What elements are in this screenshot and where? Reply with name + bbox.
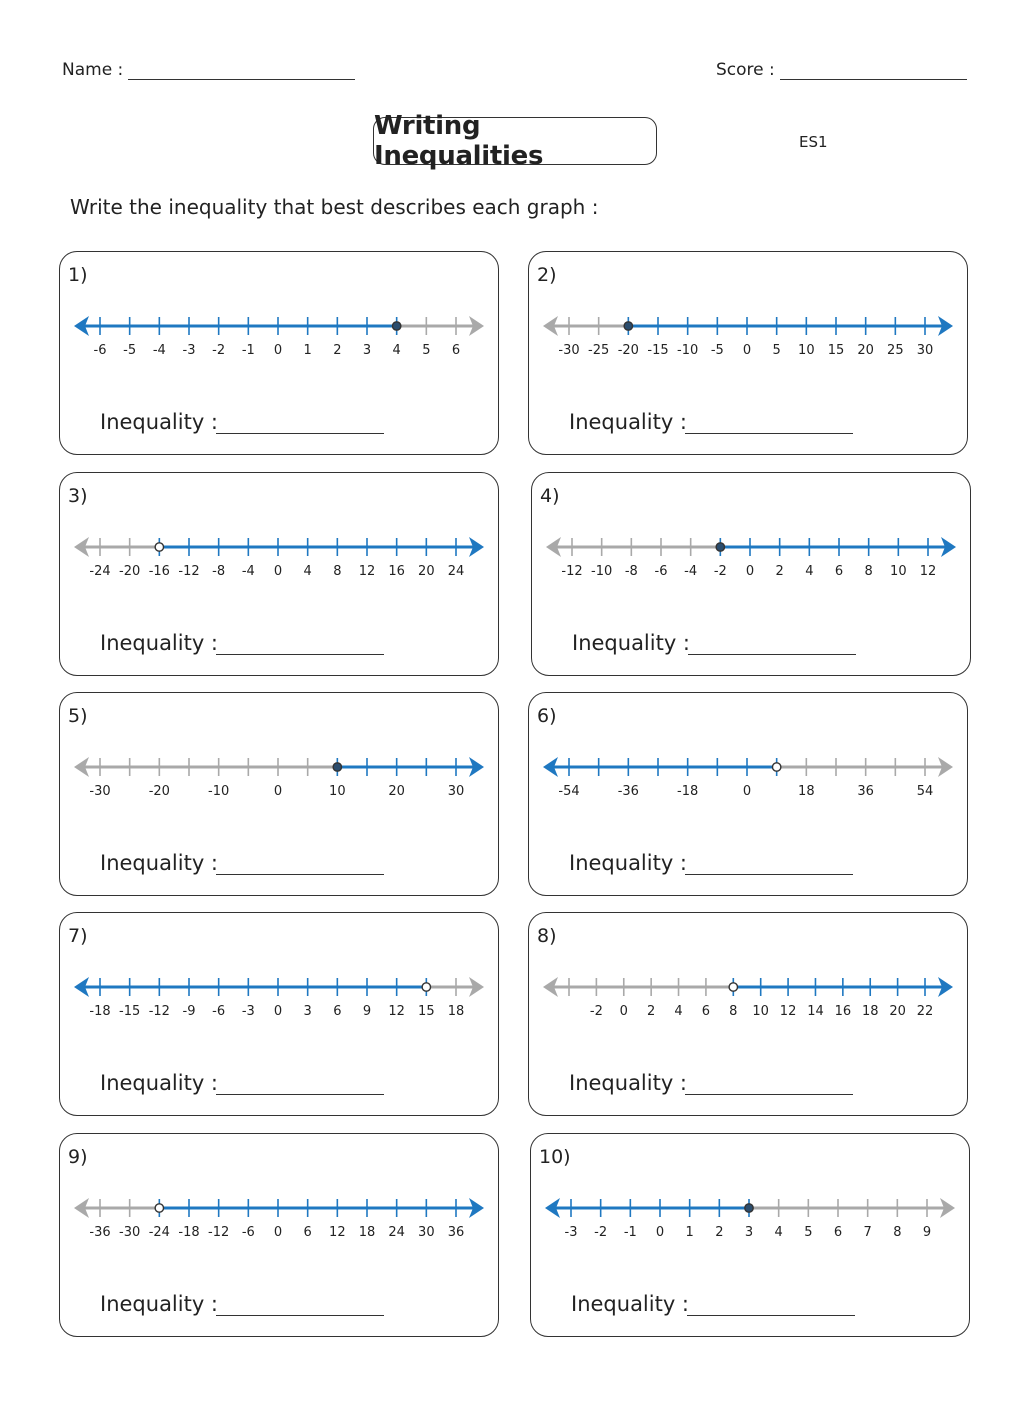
tick-label: -54 xyxy=(558,784,580,799)
tick-label: 12 xyxy=(388,1004,405,1019)
tick-label: 36 xyxy=(447,1225,465,1240)
tick-label: -10 xyxy=(591,564,613,579)
inequality-label: Inequality : xyxy=(569,410,688,434)
inequality-label: Inequality : xyxy=(569,851,688,875)
tick-label: 12 xyxy=(329,1225,346,1240)
tick-label: 4 xyxy=(303,564,312,579)
number-line xyxy=(60,1184,500,1274)
tick-label: 9 xyxy=(362,1004,372,1019)
inequality-label: Inequality : xyxy=(572,631,691,655)
tick-label: 18 xyxy=(447,1004,465,1019)
tick-label: 7 xyxy=(863,1225,872,1240)
tick-label: 18 xyxy=(358,1225,376,1240)
open-point xyxy=(155,543,163,551)
tick-label: 24 xyxy=(388,1225,405,1240)
inequality-label: Inequality : xyxy=(571,1292,690,1316)
tick-label: 0 xyxy=(273,343,283,358)
tick-label: -10 xyxy=(208,784,230,799)
open-point xyxy=(772,763,780,771)
tick-label: -3 xyxy=(241,1004,255,1019)
inequality-label: Inequality : xyxy=(100,1292,219,1316)
tick-label: -5 xyxy=(123,343,137,358)
answer-field[interactable] xyxy=(216,874,384,875)
tick-label: -6 xyxy=(212,1004,226,1019)
tick-label: 15 xyxy=(418,1004,435,1019)
tick-label: 6 xyxy=(834,564,844,579)
name-label: Name : xyxy=(62,60,124,80)
instructions: Write the inequality that best describes each graph : xyxy=(70,195,599,219)
tick-label: -4 xyxy=(684,564,698,579)
answer-field[interactable] xyxy=(688,654,856,655)
tick-label: -10 xyxy=(677,343,699,358)
tick-label: 20 xyxy=(388,784,405,799)
closed-point xyxy=(745,1204,753,1212)
problem-number: 7) xyxy=(68,925,88,947)
tick-label: 0 xyxy=(273,1004,283,1019)
tick-label: 4 xyxy=(674,1004,683,1019)
tick-label: -1 xyxy=(623,1225,637,1240)
page-title-text: Writing Inequalities xyxy=(374,111,544,171)
tick-label: 0 xyxy=(273,784,283,799)
tick-label: 16 xyxy=(834,1004,852,1019)
closed-point xyxy=(716,543,724,551)
closed-point xyxy=(624,322,632,330)
tick-label: -18 xyxy=(677,784,699,799)
tick-label: 12 xyxy=(779,1004,797,1019)
answer-field[interactable] xyxy=(216,654,384,655)
problem-number: 3) xyxy=(68,485,88,507)
tick-label: -12 xyxy=(208,1225,230,1240)
tick-label: 18 xyxy=(861,1004,879,1019)
tick-label: 24 xyxy=(447,564,465,579)
inequality-label: Inequality : xyxy=(100,410,219,434)
tick-label: 2 xyxy=(715,1225,724,1240)
tick-label: -2 xyxy=(589,1004,603,1019)
problem-card xyxy=(528,912,968,1116)
tick-label: 0 xyxy=(745,564,755,579)
tick-label: 2 xyxy=(647,1004,656,1019)
tick-label: 3 xyxy=(362,343,372,358)
tick-label: -30 xyxy=(89,784,111,799)
problem-card xyxy=(530,1133,970,1337)
tick-label: 0 xyxy=(742,343,752,358)
tick-label: 1 xyxy=(685,1225,694,1240)
tick-label: 6 xyxy=(451,343,461,358)
number-line xyxy=(532,523,972,613)
tick-label: 6 xyxy=(701,1004,711,1019)
tick-label: -8 xyxy=(624,564,638,579)
tick-label: -1 xyxy=(241,343,255,358)
tick-label: 0 xyxy=(619,1004,628,1019)
tick-label: -20 xyxy=(119,564,141,579)
tick-label: 0 xyxy=(742,784,752,799)
answer-field[interactable] xyxy=(685,1094,853,1095)
tick-label: -8 xyxy=(212,564,226,579)
tick-label: -25 xyxy=(588,343,610,358)
problem-card xyxy=(59,251,499,455)
tick-label: 20 xyxy=(889,1004,906,1019)
tick-label: 8 xyxy=(893,1225,902,1240)
tick-label: 5 xyxy=(772,343,781,358)
answer-field[interactable] xyxy=(216,1094,384,1095)
tick-label: -3 xyxy=(182,343,196,358)
tick-label: 10 xyxy=(329,784,346,799)
answer-field[interactable] xyxy=(687,1315,855,1316)
tick-label: 6 xyxy=(303,1225,312,1240)
tick-label: -2 xyxy=(713,564,727,579)
problem-number: 6) xyxy=(537,705,557,727)
tick-label: 3 xyxy=(303,1004,312,1019)
problem-card xyxy=(528,251,968,455)
tick-label: -6 xyxy=(654,564,668,579)
tick-label: 36 xyxy=(857,784,874,799)
tick-label: -2 xyxy=(212,343,226,358)
problem-card xyxy=(531,472,971,676)
tick-label: 20 xyxy=(857,343,874,358)
problem-number: 8) xyxy=(537,925,557,947)
tick-label: -15 xyxy=(647,343,669,358)
tick-label: -30 xyxy=(119,1225,141,1240)
tick-label: -24 xyxy=(89,564,111,579)
tick-label: 0 xyxy=(273,1225,283,1240)
problem-card xyxy=(59,692,499,896)
answer-field[interactable] xyxy=(216,433,384,434)
number-line xyxy=(60,523,500,613)
problem-number: 5) xyxy=(68,705,88,727)
tick-label: 12 xyxy=(919,564,937,579)
tick-label: 12 xyxy=(358,564,376,579)
tick-label: -2 xyxy=(594,1225,608,1240)
problem-card xyxy=(59,1133,499,1337)
answer-field[interactable] xyxy=(685,874,853,875)
score-label: Score : xyxy=(716,60,775,80)
tick-label: 18 xyxy=(798,784,815,799)
tick-label: 3 xyxy=(744,1225,754,1240)
tick-label: 6 xyxy=(333,1004,342,1019)
tick-label: 8 xyxy=(333,564,342,579)
problem-number: 4) xyxy=(540,485,560,507)
tick-label: 14 xyxy=(807,1004,824,1019)
tick-label: -15 xyxy=(119,1004,141,1019)
closed-point xyxy=(333,763,341,771)
tick-label: 2 xyxy=(333,343,342,358)
tick-label: 30 xyxy=(447,784,465,799)
inequality-label: Inequality : xyxy=(569,1071,688,1095)
tick-label: 2 xyxy=(775,564,784,579)
tick-label: 6 xyxy=(833,1225,843,1240)
open-point xyxy=(422,983,430,991)
tick-label: -16 xyxy=(148,564,170,579)
problem-card xyxy=(59,472,499,676)
tick-label: 4 xyxy=(392,343,401,358)
tick-label: 5 xyxy=(422,343,431,358)
problem-card xyxy=(528,692,968,896)
problem-number: 2) xyxy=(537,264,557,286)
tick-label: 30 xyxy=(418,1225,435,1240)
number-line xyxy=(529,743,969,833)
tick-label: -4 xyxy=(152,343,166,358)
tick-label: -4 xyxy=(241,564,255,579)
tick-label: -36 xyxy=(617,784,639,799)
inequality-label: Inequality : xyxy=(100,1071,219,1095)
problem-card xyxy=(59,912,499,1116)
tick-label: 20 xyxy=(418,564,435,579)
number-line xyxy=(60,963,500,1053)
tick-label: -5 xyxy=(710,343,724,358)
tick-label: 10 xyxy=(890,564,907,579)
number-line xyxy=(60,743,500,833)
closed-point xyxy=(392,322,400,330)
inequality-label: Inequality : xyxy=(100,851,219,875)
problem-number: 10) xyxy=(539,1146,571,1168)
tick-label: 8 xyxy=(864,564,873,579)
name-field[interactable] xyxy=(128,79,355,80)
tick-label: -20 xyxy=(617,343,639,358)
page-title xyxy=(373,111,657,171)
tick-label: 4 xyxy=(774,1225,783,1240)
tick-label: -12 xyxy=(561,564,583,579)
tick-label: -18 xyxy=(178,1225,200,1240)
inequality-label: Inequality : xyxy=(100,631,219,655)
tick-label: 9 xyxy=(922,1225,932,1240)
tick-label: -20 xyxy=(148,784,170,799)
tick-label: -36 xyxy=(89,1225,111,1240)
tick-label: 8 xyxy=(729,1004,738,1019)
worksheet-code: ES1 xyxy=(799,133,828,151)
tick-label: 30 xyxy=(916,343,934,358)
tick-label: -12 xyxy=(178,564,200,579)
tick-label: -6 xyxy=(93,343,107,358)
tick-label: -18 xyxy=(89,1004,111,1019)
problem-number: 1) xyxy=(68,264,88,286)
number-line xyxy=(529,302,969,392)
tick-label: 25 xyxy=(887,343,904,358)
tick-label: -24 xyxy=(148,1225,170,1240)
tick-label: 0 xyxy=(655,1225,665,1240)
tick-label: 4 xyxy=(805,564,814,579)
tick-label: 54 xyxy=(916,784,934,799)
tick-label: 0 xyxy=(273,564,283,579)
tick-label: -12 xyxy=(148,1004,170,1019)
tick-label: 22 xyxy=(916,1004,934,1019)
answer-field[interactable] xyxy=(216,1315,384,1316)
problem-number: 9) xyxy=(68,1146,88,1168)
tick-label: -3 xyxy=(564,1225,578,1240)
tick-label: -9 xyxy=(182,1004,196,1019)
tick-label: 15 xyxy=(827,343,845,358)
open-point xyxy=(729,983,737,991)
number-line xyxy=(531,1184,971,1274)
tick-label: -30 xyxy=(558,343,580,358)
open-point xyxy=(155,1204,163,1212)
tick-label: 16 xyxy=(388,564,405,579)
tick-label: 5 xyxy=(804,1225,813,1240)
score-field[interactable] xyxy=(780,79,967,80)
number-line xyxy=(529,963,969,1053)
tick-label: 10 xyxy=(752,1004,769,1019)
tick-label: 10 xyxy=(798,343,815,358)
tick-label: 1 xyxy=(303,343,312,358)
tick-label: -6 xyxy=(241,1225,255,1240)
answer-field[interactable] xyxy=(685,433,853,434)
number-line xyxy=(60,302,500,392)
